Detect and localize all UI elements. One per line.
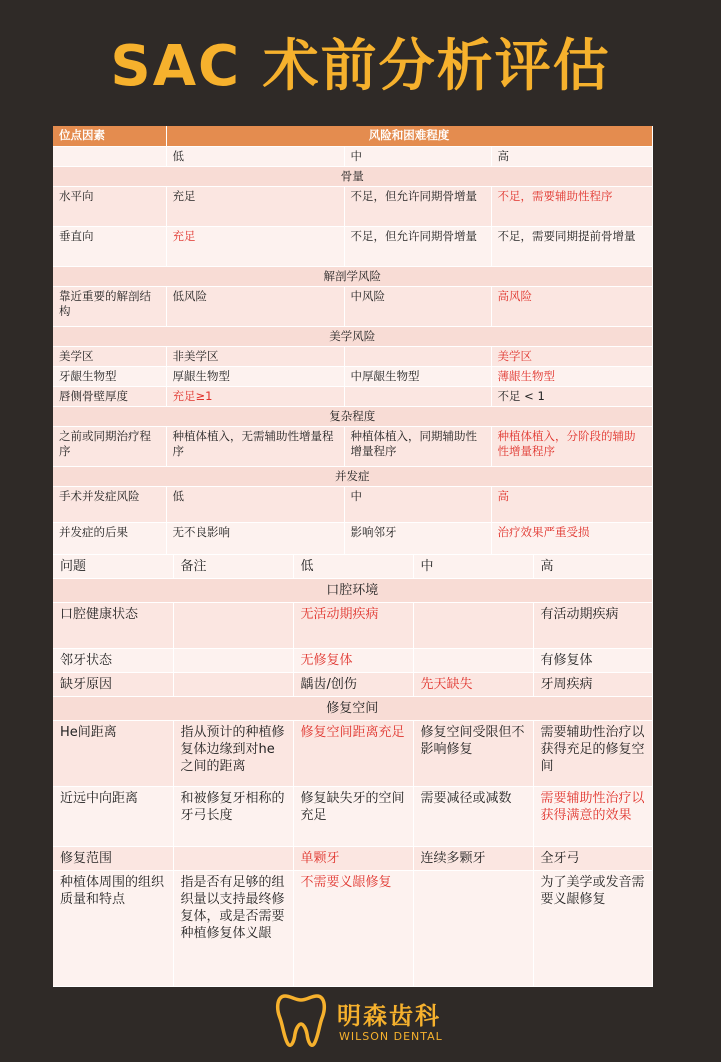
table-cell: 无不良影响 [166, 522, 344, 554]
table-cell: 需要辅助性治疗以获得满意的效果 [533, 786, 652, 846]
table-cell [173, 602, 293, 648]
level-row [53, 146, 652, 166]
table-cell: 修复空间受限但不影响修复 [413, 720, 533, 786]
table-row [53, 786, 652, 846]
table-cell [413, 870, 533, 986]
table-cell: 种植体植入，无需辅助性增量程序 [166, 426, 344, 466]
assessment-sheet [53, 126, 652, 968]
table-cell: 无修复体 [293, 648, 413, 672]
table-row [53, 672, 652, 696]
table-cell [173, 846, 293, 870]
column-header: 低 [293, 555, 413, 579]
table-cell: 有活动期疾病 [533, 602, 652, 648]
site-factor-table [53, 126, 653, 555]
column-header: 备注 [173, 555, 293, 579]
section-row [53, 406, 652, 426]
section-row [53, 466, 652, 486]
table-cell [413, 602, 533, 648]
table-cell: 不足 < 1 [491, 386, 652, 406]
table-row [53, 346, 652, 366]
table-cell: 治疗效果严重受损 [491, 522, 652, 554]
table-cell: 和被修复牙相称的牙弓长度 [173, 786, 293, 846]
table-cell: 修复空间距离充足 [293, 720, 413, 786]
table-row [53, 386, 652, 406]
brand-logo [275, 990, 455, 1050]
table-cell: 不足，但允许同期骨增量 [344, 186, 491, 226]
table-row [53, 870, 652, 986]
section-title: 美学风险 [53, 326, 652, 346]
table-cell: 需要减径或减数 [413, 786, 533, 846]
table-cell: 邻牙状态 [53, 648, 173, 672]
table-cell: 中 [344, 486, 491, 522]
table-cell: 缺牙原因 [53, 672, 173, 696]
table-row [53, 720, 652, 786]
table-row [53, 226, 652, 266]
section-row [53, 696, 652, 720]
table-cell: 口腔健康状态 [53, 602, 173, 648]
table-cell: 垂直向 [53, 226, 166, 266]
table-cell: 种植体植入，分阶段的辅助性增量程序 [491, 426, 652, 466]
header-factor: 位点因素 [53, 126, 166, 146]
table-cell: 薄龈生物型 [491, 366, 652, 386]
section-row [53, 578, 652, 602]
table-cell [413, 648, 533, 672]
table-cell: 指从预计的种植修复体边缘到对he之间的距离 [173, 720, 293, 786]
table-row [53, 366, 652, 386]
table-cell: 唇侧骨壁厚度 [53, 386, 166, 406]
table-cell: 非美学区 [166, 346, 344, 366]
level-cell: 高 [491, 146, 652, 166]
table-row [53, 648, 652, 672]
table-cell: 龋齿/创伤 [293, 672, 413, 696]
table-row [53, 522, 652, 554]
table-cell: 手术并发症风险 [53, 486, 166, 522]
table-cell: 美学区 [491, 346, 652, 366]
section-title: 复杂程度 [53, 406, 652, 426]
column-header: 高 [533, 555, 652, 579]
section-title: 并发症 [53, 466, 652, 486]
table-cell: 牙周疾病 [533, 672, 652, 696]
table-cell [173, 648, 293, 672]
level-cell: 低 [166, 146, 344, 166]
table-cell: 牙龈生物型 [53, 366, 166, 386]
column-header: 中 [413, 555, 533, 579]
brand-name: 明森齿科 [337, 1002, 441, 1030]
table-cell: 单颗牙 [293, 846, 413, 870]
section-title: 修复空间 [53, 696, 652, 720]
page-title: SAC 术前分析评估 [110, 34, 611, 99]
table-cell: 厚龈生物型 [166, 366, 344, 386]
table-cell: 不需要义龈修复 [293, 870, 413, 986]
table-cell: 指是否有足够的组织量以支持最终修复体，或是否需要种植修复体义龈 [173, 870, 293, 986]
level-cell [53, 146, 166, 166]
table-cell: 美学区 [53, 346, 166, 366]
table-cell: 不足，需要同期提前骨增量 [491, 226, 652, 266]
table-cell: 近远中向距离 [53, 786, 173, 846]
table-cell: 有修复体 [533, 648, 652, 672]
table-row [53, 186, 652, 226]
table-row [53, 846, 652, 870]
section-title: 口腔环境 [53, 578, 652, 602]
section-row [53, 266, 652, 286]
table-cell: 不足，但允许同期骨增量 [344, 226, 491, 266]
table-cell: 种植体周围的组织质量和特点 [53, 870, 173, 986]
section-title: 骨量 [53, 166, 652, 186]
column-header: 问题 [53, 555, 173, 579]
table-cell: 不足，需要辅助性程序 [491, 186, 652, 226]
table-row [53, 486, 652, 522]
table-cell [344, 386, 491, 406]
table-cell: 为了美学或发音需要义龈修复 [533, 870, 652, 986]
table-cell: 中厚龈生物型 [344, 366, 491, 386]
header-row [53, 555, 652, 579]
table-cell [173, 672, 293, 696]
table-row [53, 602, 652, 648]
header-risk: 风险和困难程度 [166, 126, 652, 146]
table-cell: 修复缺失牙的空间充足 [293, 786, 413, 846]
tooth-icon [275, 990, 327, 1048]
table-cell: 充足 [166, 226, 344, 266]
section-title: 解剖学风险 [53, 266, 652, 286]
table-cell: 高 [491, 486, 652, 522]
section-row [53, 326, 652, 346]
table-cell: 充足 [166, 186, 344, 226]
table-cell: 先天缺失 [413, 672, 533, 696]
table-row [53, 286, 652, 326]
table-cell: 无活动期疾病 [293, 602, 413, 648]
table-cell: 靠近重要的解剖结构 [53, 286, 166, 326]
table-cell: 之前或同期治疗程序 [53, 426, 166, 466]
table-row [53, 426, 652, 466]
table-cell: 影响邻牙 [344, 522, 491, 554]
table-cell: 种植体植入，同期辅助性增量程序 [344, 426, 491, 466]
restorative-factor-table [53, 555, 653, 987]
table-cell: 充足≥1 [166, 386, 344, 406]
table-cell: 需要辅助性治疗以获得充足的修复空间 [533, 720, 652, 786]
table-cell: 水平向 [53, 186, 166, 226]
brand-name-en: WILSON DENTAL [339, 1030, 443, 1043]
table-cell: He间距离 [53, 720, 173, 786]
table-cell: 中风险 [344, 286, 491, 326]
level-cell: 中 [344, 146, 491, 166]
section-row [53, 166, 652, 186]
table-cell: 修复范围 [53, 846, 173, 870]
table-cell: 连续多颗牙 [413, 846, 533, 870]
table-cell: 高风险 [491, 286, 652, 326]
table-cell: 并发症的后果 [53, 522, 166, 554]
table-cell [344, 346, 491, 366]
table-cell: 低风险 [166, 286, 344, 326]
header-row [53, 126, 652, 146]
table-cell: 低 [166, 486, 344, 522]
table-cell: 全牙弓 [533, 846, 652, 870]
